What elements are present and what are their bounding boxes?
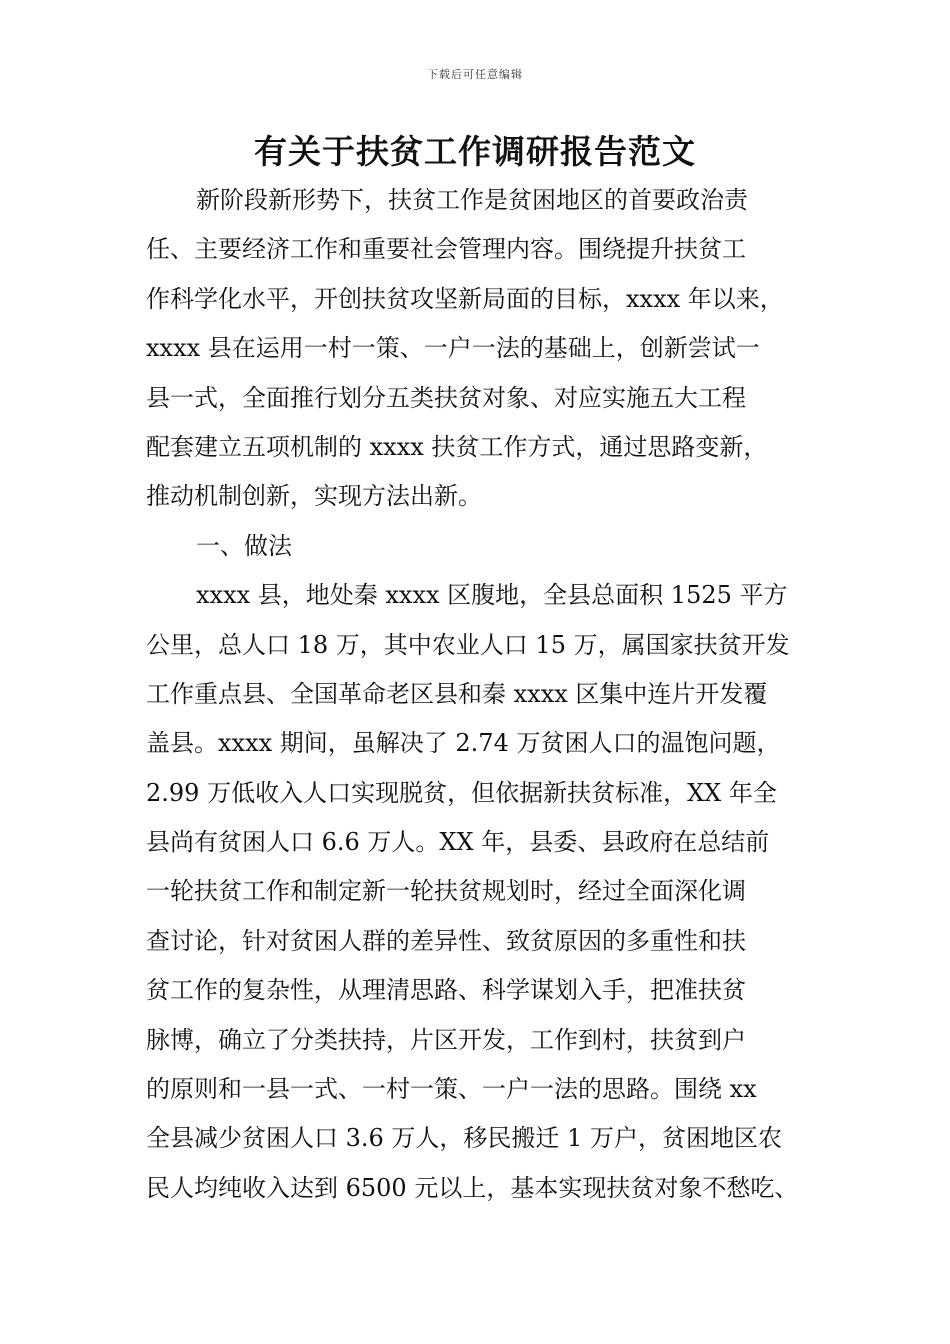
- paragraph-line: 作科学化水平，开创扶贫攻坚新局面的目标，xxxx 年以来，: [146, 284, 784, 313]
- paragraph-line: 配套建立五项机制的 xxxx 扶贫工作方式，通过思路变新，: [146, 432, 768, 461]
- paragraph-line: 2.99 万低收入人口实现脱贫，但依据新扶贫标准，XX 年全: [146, 778, 777, 807]
- paragraph-line: 县一式，全面推行划分五类扶贫对象、对应实施五大工程: [146, 383, 746, 412]
- header-note: 下载后可任意编辑: [427, 68, 523, 81]
- paragraph-line: 全县减少贫困人口 3.6 万人，移民搬迁 1 万户，贫困地区农: [146, 1124, 782, 1153]
- document-title: 有关于扶贫工作调研报告范文: [254, 132, 696, 171]
- paragraph-line: 查讨论，针对贫困人群的差异性、致贫原因的多重性和扶: [146, 926, 746, 955]
- paragraph-line: xxxx 县在运用一村一策、一户一法的基础上，创新尝试一: [146, 334, 760, 363]
- paragraph-line: 新阶段新形势下，扶贫工作是贫困地区的首要政治责: [196, 186, 748, 214]
- paragraph-line: 的原则和一县一式、一村一策、一户一法的思路。围绕 xx: [146, 1075, 757, 1104]
- paragraph-line: 推动机制创新，实现方法出新。: [146, 482, 482, 511]
- document-body: [146, 176, 836, 1213]
- paragraph-line: 盖县。xxxx 期间，虽解决了 2.74 万贫困人口的温饱问题，: [146, 729, 781, 758]
- paragraph-line: 民人均纯收入达到 6500 元以上，基本实现扶贫对象不愁吃、: [146, 1173, 799, 1202]
- paragraph-line: 县尚有贫困人口 6.6 万人。XX 年，县委、县政府在总结前: [146, 828, 770, 857]
- paragraph-line: 工作重点县、全国革命老区县和秦 xxxx 区集中连片开发覆: [146, 679, 768, 708]
- paragraph-line: 一轮扶贫工作和制定新一轮扶贫规划时，经过全面深化调: [146, 877, 746, 906]
- section-heading: 一、做法: [196, 531, 292, 560]
- paragraph-line: 公里，总人口 18 万，其中农业人口 15 万，属国家扶贫开发: [146, 630, 790, 659]
- paragraph-line: 任、主要经济工作和重要社会管理内容。围绕提升扶贫工: [146, 235, 746, 264]
- paragraph-line: 贫工作的复杂性，从理清思路、科学谋划入手，把准扶贫: [146, 976, 746, 1005]
- paragraph-line: 脉博，确立了分类扶持，片区开发，工作到村，扶贫到户: [146, 1025, 746, 1054]
- paragraph-line: xxxx 县，地处秦 xxxx 区腹地，全县总面积 1525 平方: [196, 581, 788, 610]
